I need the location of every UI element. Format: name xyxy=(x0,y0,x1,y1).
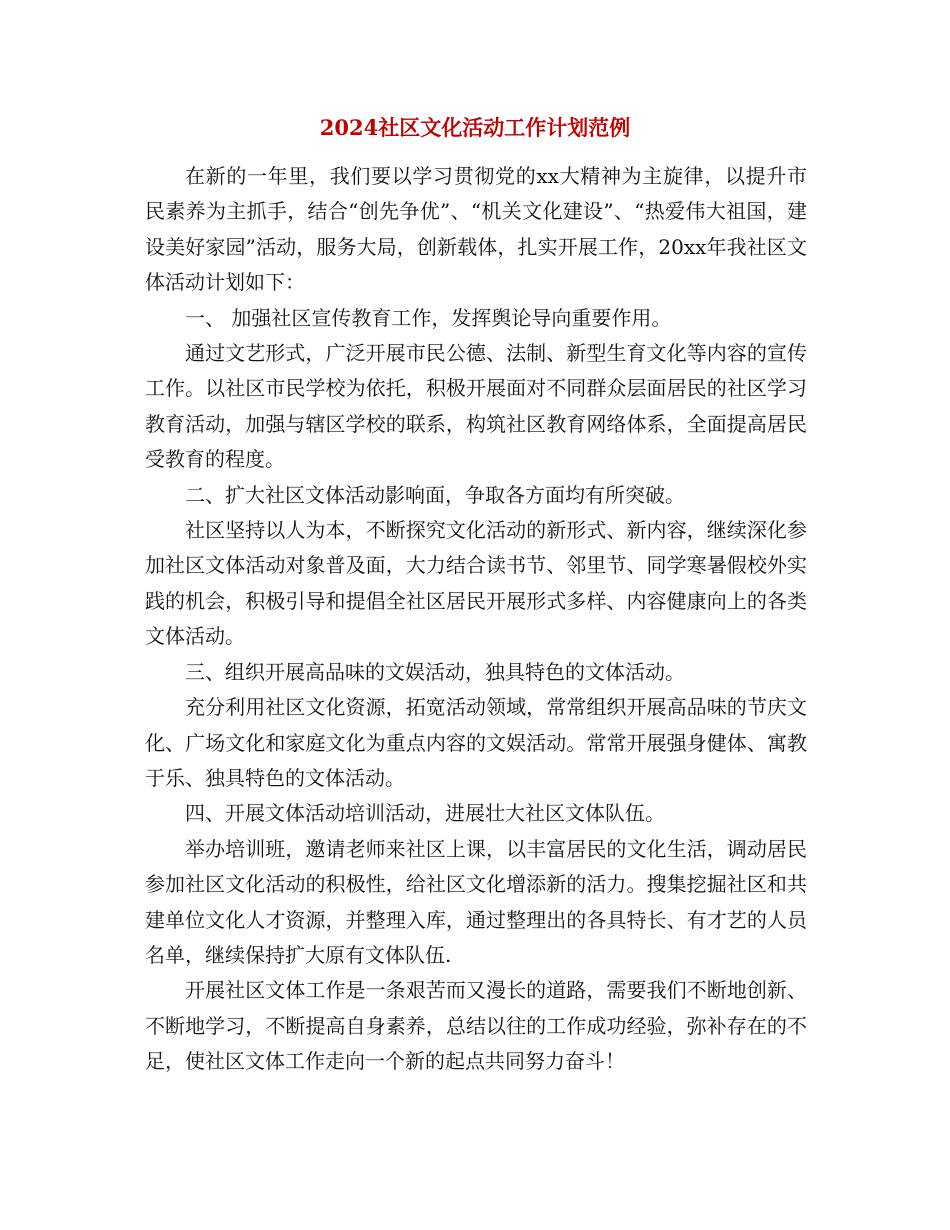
document-body xyxy=(145,159,807,1080)
section-heading-3: 三、组织开展高品味的文娱活动，独具特色的文体活动。 xyxy=(185,659,685,684)
section-heading-4: 四、开展文体活动培训活动，进展壮大社区文体队伍。 xyxy=(185,801,665,826)
intro-paragraph: 在新的一年里，我们要以学习贯彻党的xx大精神为主旋律，以提升市民素养为主抓手，结合“创先争优”、“机关文化建设”、“热爱伟大祖国，建设美好家园”活动，服务大局，创新载体，扎实开展工作，20xx年我社区文体活动计划如下： xyxy=(145,164,807,295)
closing-paragraph: 开展社区文体工作是一条艰苦而又漫长的道路，需要我们不断地创新、不断地学习，不断提高自身素养，总结以往的工作成功经验，弥补存在的不足，使社区文体工作走向一个新的起点共同努力奋斗！ xyxy=(145,978,807,1074)
section-heading-1: 一、 加强社区宣传教育工作，发挥舆论导向重要作用。 xyxy=(185,305,672,330)
section-heading-2: 二、扩大社区文体活动影响面，争取各方面均有所突破。 xyxy=(185,482,685,507)
section-paragraph-1: 通过文艺形式，广泛开展市民公德、法制、新型生育文化等内容的宣传工作。以社区市民学校为依托，积极开展面对不同群众层面居民的社区学习教育活动，加强与辖区学校的联系，构筑社区教育网络体系，全面提高居民受教育的程度。 xyxy=(145,341,807,472)
section-paragraph-3: 充分利用社区文化资源，拓宽活动领域，常常组织开展高品味的节庆文化、广场文化和家庭文化为重点内容的文娱活动。常常开展强身健体、寓教于乐、独具特色的文体活动。 xyxy=(145,695,807,790)
section-paragraph-4: 举办培训班，邀请老师来社区上课，以丰富居民的文化生活，调动居民参加社区文化活动的积极性，给社区文化增添新的活力。搜集挖掘社区和共建单位文化人才资源，并整理入库，通过整理出的各具特长、有才艺的人员名单，继续保持扩大原有文体队伍. xyxy=(145,836,807,967)
document-title: 2024社区文化活动工作计划范例 xyxy=(319,115,631,140)
section-paragraph-2: 社区坚持以人为本，不断探究文化活动的新形式、新内容，继续深化参加社区文体活动对象普及面，大力结合读书节、邻里节、同学寒暑假校外实践的机会，积极引导和提倡全社区居民开展形式多样、内容健康向上的各类文体活动。 xyxy=(145,518,807,649)
